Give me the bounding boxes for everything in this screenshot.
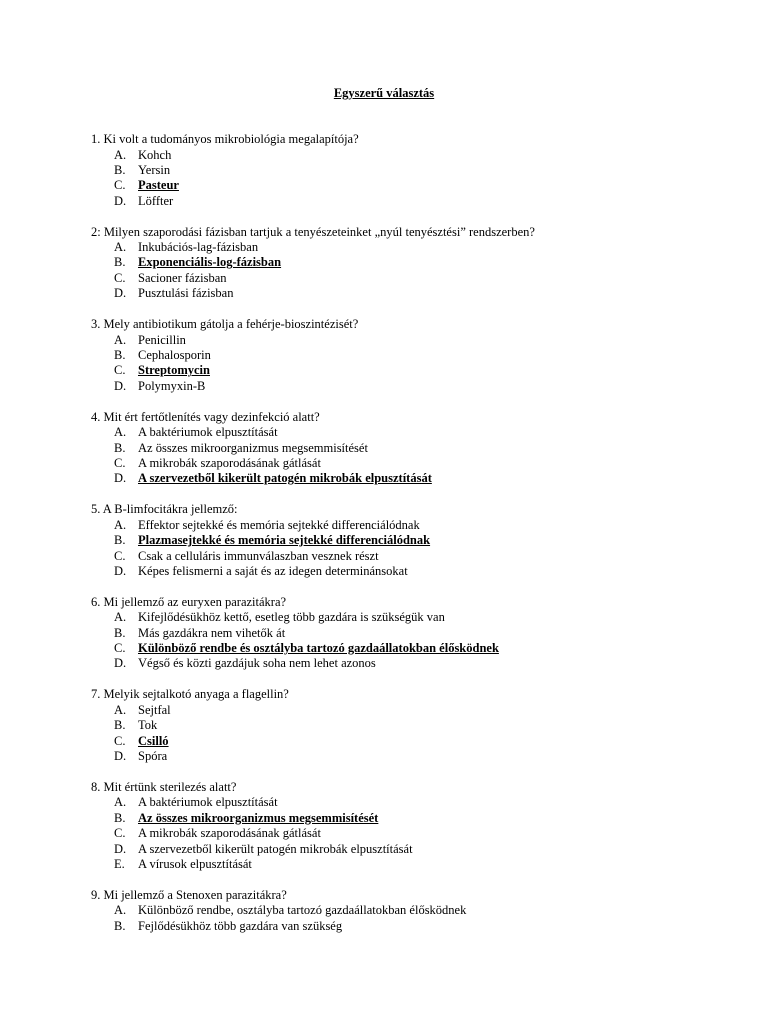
option-letter: D. — [114, 193, 127, 208]
question-block — [91, 410, 751, 487]
option-text: Pusztulási fázisban — [138, 286, 234, 301]
correct-answer-text: Streptomycin — [138, 363, 210, 378]
option-letter: B. — [114, 348, 126, 363]
answer-option — [91, 379, 751, 394]
option-letter: A. — [114, 240, 127, 255]
option-letter: E. — [114, 857, 125, 871]
answer-option — [91, 518, 751, 533]
answer-option — [91, 533, 751, 548]
answer-option — [91, 163, 751, 178]
option-letter: C. — [114, 178, 126, 193]
option-text: Löffter — [138, 193, 174, 208]
answer-option — [91, 703, 751, 718]
answer-option — [91, 857, 751, 872]
option-text: Sacioner fázisban — [138, 270, 227, 285]
option-text: Csak a celluláris immunválaszban vesznek részt — [138, 548, 379, 563]
option-letter: B. — [114, 918, 126, 933]
correct-answer-text: Az összes mikroorganizmus megsemmisítését — [138, 810, 379, 825]
answer-option — [91, 842, 751, 857]
question-list — [91, 132, 751, 950]
option-text: Spóra — [138, 749, 168, 764]
option-letter: A. — [114, 147, 127, 162]
option-text: A vírusok elpusztítását — [138, 857, 252, 871]
option-letter: A. — [114, 425, 127, 440]
option-letter: D. — [114, 841, 127, 856]
correct-answer-text: Pasteur — [138, 178, 179, 193]
question-block — [91, 780, 751, 872]
question-block — [91, 888, 751, 934]
option-text: Inkubációs-lag-fázisban — [138, 240, 259, 255]
answer-option — [91, 148, 751, 163]
option-letter: D. — [114, 471, 127, 486]
answer-option — [91, 255, 751, 270]
question-text: 5. A B-limfocitákra jellemző: — [91, 502, 238, 517]
answer-option — [91, 749, 751, 764]
answer-option — [91, 178, 751, 193]
correct-answer-text: Csilló — [138, 733, 169, 748]
option-letter: B. — [114, 718, 126, 733]
answer-option — [91, 441, 751, 456]
answer-option — [91, 718, 751, 733]
option-letter: C. — [114, 548, 126, 563]
answer-option — [91, 348, 751, 363]
answer-option — [91, 826, 751, 841]
question-text: 6. Mi jellemző az euryxen parazitákra? — [91, 594, 287, 609]
option-letter: B. — [114, 810, 126, 825]
question-text: 4. Mit ért fertőtlenítés vagy dezinfekció alatt? — [91, 409, 320, 424]
answer-option — [91, 610, 751, 625]
option-text: Cephalosporin — [138, 348, 211, 363]
answer-option — [91, 641, 751, 656]
correct-answer-text: A szervezetből kikerült patogén mikrobák elpusztítását — [138, 471, 432, 486]
answer-option — [91, 425, 751, 440]
option-letter: C. — [114, 270, 126, 285]
answer-option — [91, 549, 751, 564]
answer-option — [91, 919, 751, 934]
question-text: 8. Mit értünk sterilezés alatt? — [91, 779, 237, 794]
correct-answer-text: Plazmasejtekké és memória sejtekké differenciálódnak — [138, 533, 431, 548]
answer-option — [91, 240, 751, 255]
answer-option — [91, 903, 751, 918]
option-text: A mikrobák szaporodásának gátlását — [138, 455, 321, 470]
answer-option — [91, 564, 751, 579]
option-letter: D. — [114, 563, 127, 578]
option-text: A mikrobák szaporodásának gátlását — [138, 826, 321, 841]
correct-answer-text: Exponenciális-log-fázisban — [138, 255, 282, 270]
answer-option — [91, 363, 751, 378]
option-letter: B. — [114, 533, 126, 548]
question-block — [91, 595, 751, 672]
option-letter: B. — [114, 625, 126, 640]
answer-option — [91, 333, 751, 348]
option-text: A baktériumok elpusztítását — [138, 425, 278, 440]
question-text: 3. Mely antibiotikum gátolja a fehérje-bioszintézisét? — [91, 317, 359, 332]
option-text: Az összes mikroorganizmus megsemmisítését — [138, 440, 368, 455]
answer-option — [91, 286, 751, 301]
option-letter: D. — [114, 656, 127, 671]
option-text: Képes felismerni a saját és az idegen determinánsokat — [138, 563, 408, 578]
option-letter: A. — [114, 332, 127, 347]
option-letter: D. — [114, 378, 127, 393]
option-text: Fejlődésükhöz több gazdára van szükség — [138, 918, 343, 933]
question-block — [91, 132, 751, 209]
document-title: Egyszerű választás — [333, 86, 435, 100]
option-letter: C. — [114, 641, 126, 656]
option-letter: D. — [114, 286, 127, 301]
option-letter: A. — [114, 517, 127, 532]
option-text: Yersin — [138, 162, 171, 177]
option-letter: C. — [114, 826, 126, 841]
answer-option — [91, 795, 751, 810]
question-block — [91, 225, 751, 302]
option-letter: B. — [114, 162, 126, 177]
option-text: Penicillin — [138, 332, 186, 347]
question-text: 2: Milyen szaporodási fázisban tartjuk a tenyészeteinket „nyúl tenyésztési” rendszerben? — [91, 224, 535, 239]
option-letter: B. — [114, 440, 126, 455]
option-text: Sejtfal — [138, 702, 171, 717]
answer-option — [91, 626, 751, 641]
option-letter: C. — [114, 455, 126, 470]
option-text: Tok — [138, 718, 158, 733]
option-text: Végső és közti gazdájuk soha nem lehet azonos — [138, 656, 376, 671]
option-text: A baktériumok elpusztítását — [138, 795, 278, 810]
option-text: Más gazdákra nem vihetők át — [138, 625, 286, 640]
question-text: 9. Mi jellemző a Stenoxen parazitákra? — [91, 887, 287, 902]
option-letter: B. — [114, 255, 126, 270]
option-letter: A. — [114, 795, 127, 810]
answer-option — [91, 271, 751, 286]
option-letter: C. — [114, 363, 126, 378]
answer-option — [91, 194, 751, 209]
answer-option — [91, 456, 751, 471]
option-letter: A. — [114, 610, 127, 625]
option-text: Polymyxin-B — [138, 378, 206, 393]
question-block — [91, 687, 751, 764]
correct-answer-text: Különböző rendbe és osztályba tartozó gazdaállatokban élősködnek — [138, 641, 499, 656]
question-block — [91, 317, 751, 394]
answer-option — [91, 734, 751, 749]
question-text: 7. Melyik sejtalkotó anyaga a flagellin? — [91, 687, 289, 702]
option-letter: A. — [114, 702, 127, 717]
option-text: Különböző rendbe, osztályba tartozó gazdaállatokban élősködnek — [138, 903, 467, 918]
question-block — [91, 502, 751, 579]
option-letter: A. — [114, 903, 127, 918]
answer-option — [91, 811, 751, 826]
answer-option — [91, 471, 751, 486]
option-text: Kohch — [138, 147, 172, 162]
option-text: A szervezetből kikerült patogén mikrobák elpusztítását — [138, 841, 413, 856]
answer-option — [91, 656, 751, 671]
option-letter: C. — [114, 733, 126, 748]
option-text: Kifejlődésükhöz kettő, esetleg több gazdára is szükségük van — [138, 610, 445, 625]
option-letter: D. — [114, 749, 127, 764]
option-text: Effektor sejtekké és memória sejtekké differenciálódnak — [138, 517, 420, 532]
question-text: 1. Ki volt a tudományos mikrobiológia megalapítója? — [91, 132, 359, 146]
